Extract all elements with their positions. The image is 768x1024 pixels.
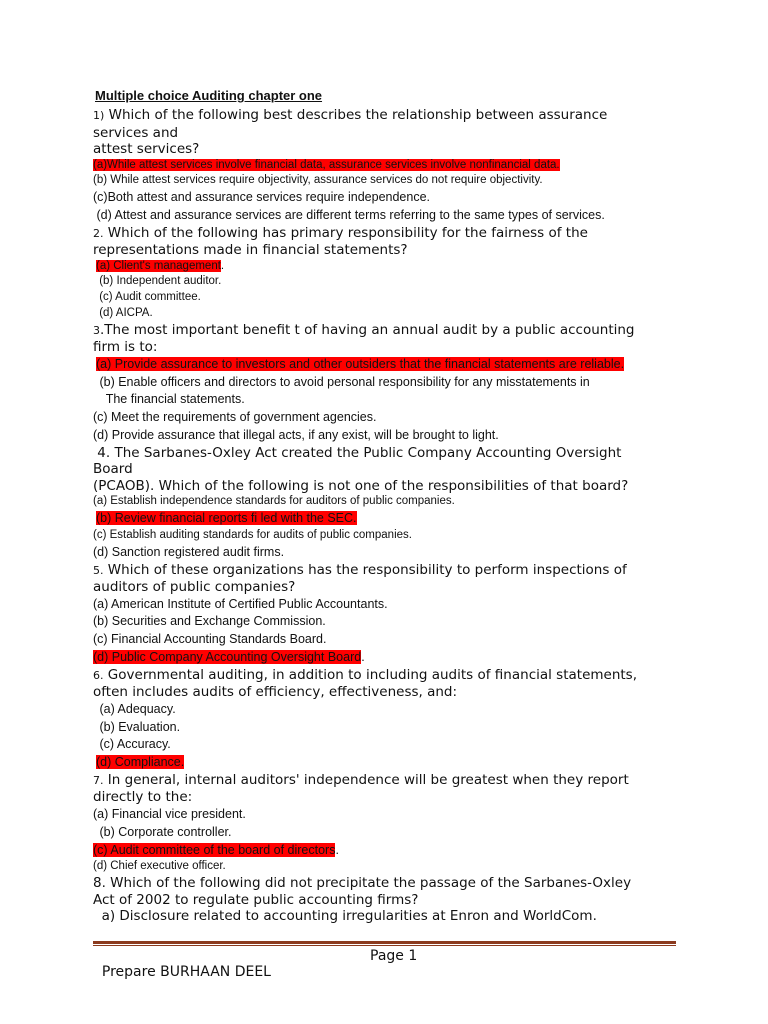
question-text-line: attest services?	[93, 141, 200, 157]
page-footer	[93, 948, 418, 996]
answer-option: (d) Sanction registered audit firms.	[93, 544, 285, 559]
answer-option: (a) Establish independence standards for auditors of public companies.	[93, 495, 455, 508]
footer-divider-thin	[93, 945, 676, 946]
answer-option: (b) Independent auditor.	[96, 275, 222, 288]
document-page	[93, 88, 683, 925]
answer-option: (d) Attest and assurance services are different terms referring to the same types of services.	[93, 207, 605, 222]
question-text-line: auditors of public companies?	[93, 579, 296, 596]
footer-author: Prepare BURHAAN DEEL	[101, 964, 271, 980]
answer-option: (b) While attest services require objectivity, assurance services do not require objectivity.	[93, 174, 543, 187]
question-number: 7.	[93, 773, 104, 787]
answer-option: (d) Chief executive officer.	[93, 860, 226, 873]
answer-option: (d) Public Company Accounting Oversight Board.	[93, 649, 365, 664]
question-text: Which of the following best describes the relationship between assurance	[108, 107, 608, 123]
question-text-line: often includes audits of efficiency, effectiveness, and:	[93, 684, 458, 701]
question-text-line: representations made in financial statements?	[93, 242, 408, 259]
question-number: 6.	[93, 668, 104, 682]
question-3	[93, 322, 683, 340]
answer-option	[93, 158, 683, 174]
highlighted-answer: (a) Provide assurance to investors and other outsiders that the financial statements are reliable.	[96, 356, 625, 371]
answer-option	[93, 754, 683, 772]
question-text-line: directly to the:	[93, 789, 193, 806]
highlighted-answer: (a) Client's management	[96, 259, 221, 272]
question-text-line: firm is to:	[93, 339, 158, 356]
answer-option	[93, 510, 683, 528]
question-text: .The most important benefit t of having an annual audit by a public accounting	[100, 321, 635, 338]
question-4: 4. The Sarbanes-Oxley Act created the Public Company Accounting Oversight	[93, 444, 622, 461]
answer-option: (a) Client's management.	[96, 259, 225, 272]
question-1	[93, 107, 683, 125]
question-text-line: (PCAOB). Which of the following is not one of the responsibilities of that board?	[93, 477, 629, 494]
answer-option: (a) Adequacy.	[96, 701, 176, 716]
question-number: 3	[93, 323, 100, 337]
page-number: Page 1	[370, 948, 418, 964]
question-5	[93, 562, 683, 580]
answer-option: (c) Financial Accounting Standards Board.	[93, 632, 327, 647]
question-8: 8. Which of the following did not precipitate the passage of the Sarbanes-Oxley	[93, 875, 632, 892]
answer-option: (a) American Institute of Certified Public Accountants.	[93, 596, 388, 611]
question-7	[93, 772, 683, 790]
question-6	[93, 667, 683, 685]
answer-option: (c) Audit committee of the board of directors.	[93, 842, 339, 857]
question-number: 2.	[93, 226, 104, 240]
answer-option: (a) Financial vice president.	[93, 806, 246, 821]
answer-option	[93, 356, 683, 374]
question-text: Which of the following has primary responsibility for the fairness of the	[107, 224, 588, 241]
question-text: Which of these organizations has the responsibility to perform inspections of	[107, 561, 627, 578]
question-text-line: Act of 2002 to regulate public accounting firms?	[93, 891, 419, 908]
highlighted-answer: (c) Audit committee of the board of directors	[93, 842, 336, 857]
question-number: 1)	[93, 109, 105, 122]
answer-option: (d) Provide assurance that illegal acts, if any exist, will be brought to light.	[93, 428, 499, 443]
answer-option: (b) Evaluation.	[96, 719, 181, 734]
footer-divider	[93, 941, 676, 944]
answer-option: (c) Audit committee.	[96, 291, 201, 304]
question-text-line: Board	[93, 461, 133, 478]
highlighted-answer: (b) Review financial reports fi led with the SEC.	[96, 511, 357, 526]
answer-option: (c) Accuracy.	[96, 737, 171, 752]
answer-option: (c)Both attest and assurance services require independence.	[93, 190, 430, 205]
question-text-line: a) Disclosure related to accounting irregularities at Enron and WorldCom.	[93, 908, 597, 925]
highlighted-answer: (a)While attest services involve financial data, assurance services involve nonfinancial data.	[93, 158, 560, 171]
question-text: In general, internal auditors' independence will be greatest when they report	[107, 771, 629, 788]
answer-option: The financial statements.	[99, 392, 245, 407]
answer-option: (b) Securities and Exchange Commission.	[93, 614, 326, 629]
page-title: Multiple choice Auditing chapter one	[95, 88, 323, 103]
answer-option: (c) Meet the requirements of government agencies.	[93, 410, 377, 425]
question-text-line: services and	[93, 124, 179, 141]
answer-option: (b) Enable officers and directors to avoid personal responsibility for any misstatements in	[96, 374, 590, 389]
question-number: 5.	[93, 563, 104, 577]
question-text: Governmental auditing, in addition to including audits of financial statements,	[107, 666, 638, 683]
answer-option: (d) AICPA.	[96, 307, 153, 320]
highlighted-answer: (d) Public Company Accounting Oversight Board	[93, 649, 362, 664]
answer-option: (c) Establish auditing standards for audits of public companies.	[93, 528, 412, 541]
highlighted-answer: (d) Compliance.	[96, 755, 185, 770]
answer-option: (b) Corporate controller.	[96, 824, 232, 839]
question-2	[93, 225, 683, 243]
